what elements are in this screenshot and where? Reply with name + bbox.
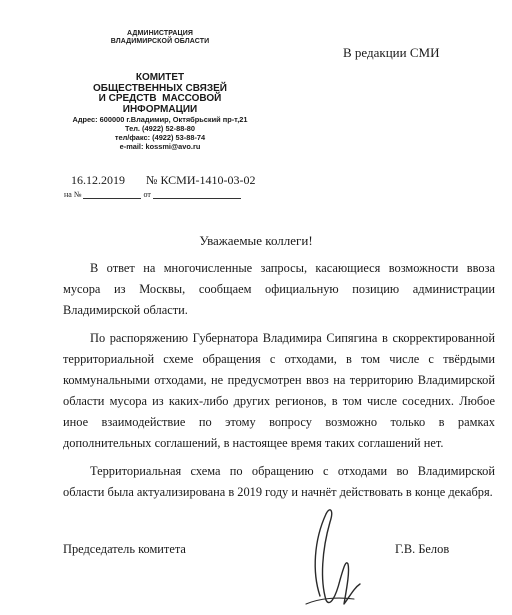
committee-line-4: ИНФОРМАЦИИ [122, 103, 198, 115]
document-number: № КСМИ-1410-03-02 [146, 173, 256, 187]
phone-text: Тел. (4922) 52-88-80 [124, 124, 196, 133]
body-paragraph-1: В ответ на многочисленные запросы, касающиеся возможности ввоза мусора из Москвы, сообщаем официальную позицию администрации Владимирской области. [63, 261, 495, 317]
reference-from-label: от [143, 190, 151, 199]
letter-body [63, 258, 495, 510]
signatory-name: Г.В. Белов [395, 542, 450, 556]
salutation: Уважаемые коллеги! [199, 233, 313, 248]
document-date: 16.12.2019 [71, 173, 125, 187]
fax-text: тел/факс: (4922) 53-88-74 [114, 133, 206, 142]
reference-number-blank [83, 190, 141, 199]
signatory-title: Председатель комитета [63, 542, 186, 556]
admin-line-1: АДМИНИСТРАЦИЯ [127, 30, 193, 37]
letterhead [48, 30, 272, 151]
reference-date-blank [153, 190, 241, 199]
contact-info [48, 115, 272, 151]
reference-prefix: на № [64, 190, 82, 199]
reference-line [64, 190, 243, 199]
committee-line-2: ОБЩЕСТВЕННЫХ СВЯЗЕЙ [93, 82, 227, 94]
committee-line-3: И СРЕДСТВ МАССОВОЙ [98, 93, 222, 104]
committee-name [48, 73, 272, 115]
address-text: Адрес: 600000 г.Владимир, Октябрьский пр-т,21 [72, 115, 248, 124]
administration-name [48, 30, 272, 46]
admin-line-2: ВЛАДИМИРСКОЙ ОБЛАСТИ [110, 38, 210, 45]
handwritten-signature [290, 500, 390, 615]
body-paragraph-3: Территориальная схема по обращению с отходами во Владимирской области была актуализирована в 2019 году и начнёт действовать в конце декабря. [63, 464, 495, 499]
addressee: В редакции СМИ [343, 45, 440, 60]
body-paragraph-2: По распоряжению Губернатора Владимира Сипягина в скорректированной территориальной схеме обращения с отходами, в том числе с твёрдыми коммунальными отходами, не предусмотрен ввоз на территорию Владимирской области мусора из каких-либо других регионов, в том числе соседних. Любое иное взаимодействие по этому вопросу возможно только в рамках дополнительных соглашений, в настоящее время таких соглашений нет. [63, 331, 495, 450]
email-text: e-mail: kossmi@avo.ru [119, 142, 201, 151]
committee-line-1: КОМИТЕТ [135, 72, 185, 83]
